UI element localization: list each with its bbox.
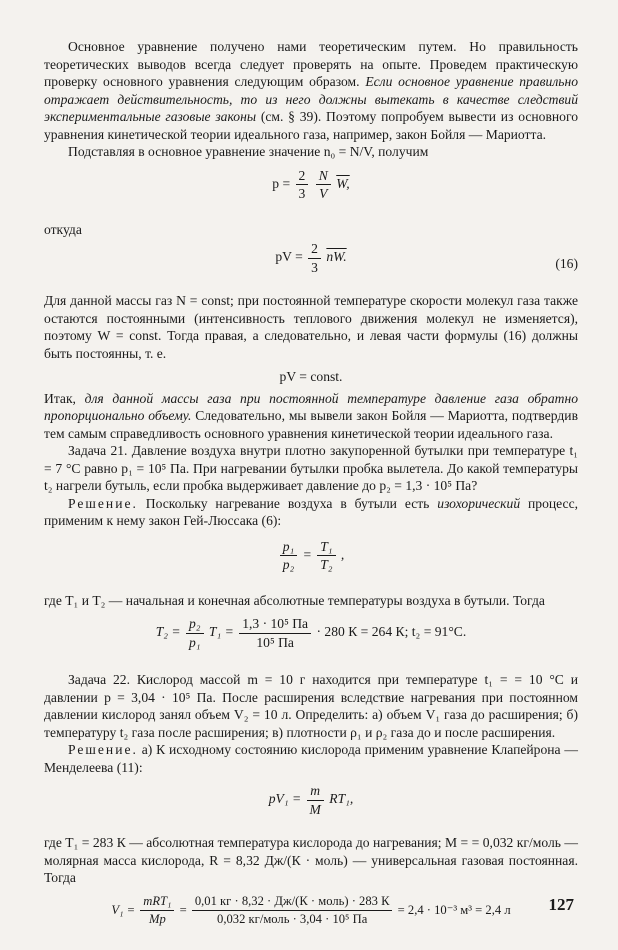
eq1-tail: W, — [336, 175, 350, 191]
equation-t2: T₂ = $\frac{\text{p₂}}{\text{p₁}}$ T₁ = $\frac{\text{1,3 · 10⁵ Па}}{\text{10⁵ Па}}$ · 280 К = 264 К; t₂ = 91°С. — [155, 616, 467, 650]
page-body — [44, 38, 578, 941]
equation-gay-lussac: $\frac{\text{p₁}}{\text{p₂}}$ = $\frac{\text{T₁}}{\text{T₂}}$ , — [44, 538, 578, 588]
paragraph-intro — [44, 38, 578, 143]
eq2-frac: $\frac{2}{3}$ — [308, 240, 321, 276]
task-21: Задача 21. Давление воздуха внутри плотно закупоренной бутылки при температуре t₁ = 7 °С равно p₁ = 10⁵ Па. При нагревании бутылки пробка вылетела. До какой температуры t₂ нагрели бутыль, если пробка выдерживает давление до p₂ = 1,3 · 10⁵ Па? — [44, 443, 578, 493]
equation-number: (16) — [555, 256, 578, 271]
equation-1 — [44, 167, 578, 215]
intro-text-end: (см. § 39). Поэтому попробуем вывести из основного уравнения кинетической теории идеального газа, например, закон Бойля — Мариотта. — [44, 109, 578, 142]
paragraph-substitution: Подставляя в основное уравнение значение n₀ = N/V, получим — [68, 144, 429, 159]
page-number: 127 — [548, 895, 574, 914]
boyle-law-statement: для данной массы газа при постоянной температуре давление газа обратно пропорционально объему. — [44, 390, 578, 423]
paragraph-constancy: Для данной массы газ N = const; при постоянной температуре скорости молекул газа также остаются постоянными (интенсивность теплового движения молекул не изменяется), поэтому W = const. Тогда правая, а следовательно, и левая части формулы (16) должны быть постоянны, т. е. — [44, 293, 578, 361]
paragraph-constants: где T₁ = 283 К — абсолютная температура кислорода до нагревания; M = = 0,032 кг/моль — молярная масса кислорода, R = 8,32 Дж/(К · моль) — универсальная газовая постоянная. Тогда — [44, 835, 578, 885]
equation-v1: V₁ = $\frac{\text{mRT₁}}{Mp}$ = $\frac{\text{0,01 кг · 8,32 · Дж/(К · моль) · 283 К}}{\text{0,032 кг/моль · 3,04 · 10⁵ Па}}$ = 2,4 · 10⁻³ м³ = 2,4 л — [111, 893, 511, 926]
eq1-frac-a: $\frac{2}{3}$ — [296, 167, 309, 203]
solution-21: Решение. Поскольку нагревание воздуха в бутыли есть изохорический процесс, применим к нему закон Гей-Люссака (6): — [44, 495, 578, 528]
eq2-lhs: pV = — [275, 249, 303, 265]
eq2-tail: nW. — [326, 249, 347, 265]
task-22: Задача 22. Кислород массой m = 10 г находится при температуре t₁ = = 10 °С и давлении p = 3,04 · 10⁵ Па. После расширения вследствие нагревания при постоянном давлении кислород занял объем V₂ = 10 л. Определить: а) объем V₁ газа до расширения; б) температуру t₂ газа после расширения; в) плотности ρ₁ и ρ₂ газа до и после расширения. — [44, 672, 578, 740]
intro-italic: Если основное уравнение правильно отражает действительность, то из него должны вытекать в качестве следствий экспериментальные газовые законы — [44, 74, 578, 124]
eq1-frac-b: $\frac{N}{V}$ — [316, 167, 331, 203]
equation-16 — [44, 240, 578, 288]
paragraph-conclusion: Итак, для данной массы газа при постоянной температуре давление газа обратно пропорционально объему. Следовательно, мы вывели закон Бойля — Мариотта, подтвердив тем самым справедливость основного уравнения кинетической теории идеального газа. — [44, 390, 578, 441]
eq1-lhs: p = — [272, 175, 291, 191]
word-otkuda: откуда — [44, 221, 82, 237]
equation-clapeyron: pV₁ = $\frac{m}{M}$ RT₁, — [268, 783, 354, 817]
solution-22: Решение. а) К исходному состоянию кислорода применим уравнение Клапейрона — Менделеева (11): — [44, 742, 578, 775]
equation-const: pV = const. — [279, 369, 343, 384]
intro-text: Основное уравнение получено нами теоретическим путем. Но правильность теоретических выводов всегда следует проверять на опыте. Проведем практическую проверку основного уравнения следующим образом. — [44, 39, 578, 89]
paragraph-temps: где T₁ и T₂ — начальная и конечная абсолютные температуры воздуха в бутыли. Тогда — [44, 592, 545, 608]
